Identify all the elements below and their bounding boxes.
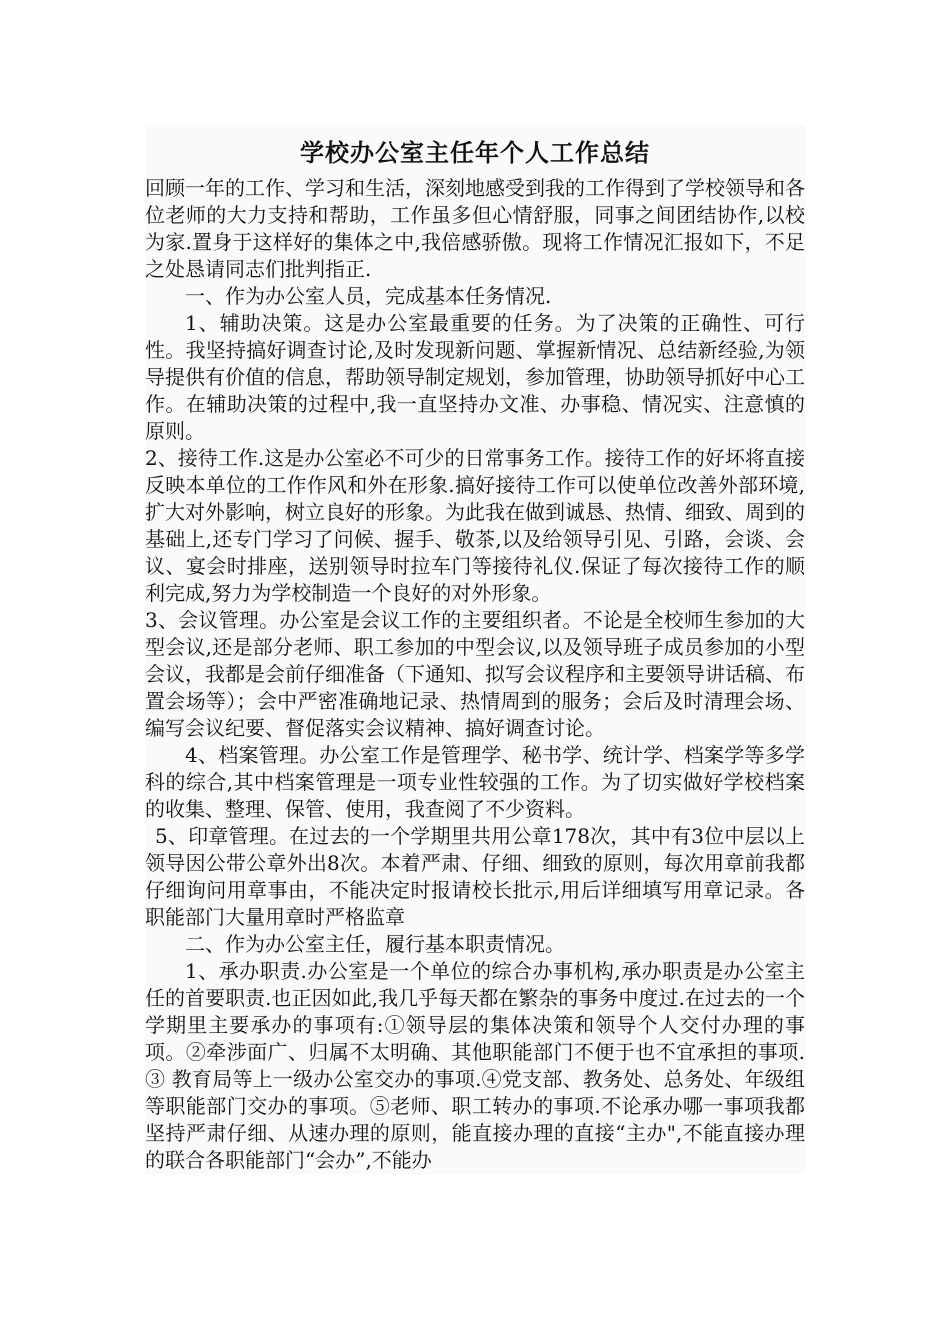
paragraph-meeting-management: 3、会议管理。办公室是会议工作的主要组织者。不论是全校师生参加的大型会议,还是部分老师、职工参加的中型会议,以及领导班子成员参加的小型会议，我都是会前仔细准备（下通知、拟写会议程序和主要领导讲话稿、布置会场等）；会中严密准确地记录、热情周到的服务；会后及时清理会场、编写会议纪要、督促落实会议精神、搞好调查讨论。	[145, 608, 805, 740]
paragraph-decision-support: 1、辅助决策。这是办公室最重要的任务。为了决策的正确性、可行性。我坚持搞好调查讨论,及时发现新问题、掌握新情况、总结新经验,为领导提供有价值的信息，帮助领导制定规划，参加管理，协助领导抓好中心工作。在辅助决策的过程中,我一直坚持办文准、办事稳、情况实、注意慎的原则。	[145, 311, 805, 443]
section-heading-1: 一、作为办公室人员，完成基本任务情况.	[185, 284, 552, 308]
section-heading-2: 二、作为办公室主任，履行基本职责情况。	[185, 932, 565, 956]
paragraph-intro: 回顾一年的工作、学习和生活，深刻地感受到我的工作得到了学校领导和各位老师的大力支持和帮助，工作虽多但心情舒服，同事之间团结协作,以校为家.置身于这样好的集体之中,我倍感骄傲。现将工作情况汇报如下，不足之处恳请同志们批判指正.	[145, 176, 805, 281]
paragraph-archive-management: 4、档案管理。办公室工作是管理学、秘书学、统计学、档案学等多学科的综合,其中档案管理是一项专业性较强的工作。为了切实做好学校档案的收集、整理、保管、使用，我查阅了不少资料。	[145, 743, 805, 821]
paragraph-seal-management: 5、印章管理。在过去的一个学期里共用公章178次，其中有3位中层以上领导因公带公章外出8次。本着严肃、仔细、细致的原则，每次用章前我都仔细询问用章事由，不能决定时报请校长批示,用后详细填写用章记录。各职能部门大量用章时严格监章	[145, 824, 805, 929]
paragraph-reception: 2、接待工作.这是办公室必不可少的日常事务工作。接待工作的好坏将直接反映本单位的工作作风和外在形象.搞好接待工作可以使单位改善外部环境,扩大对外影响，树立良好的形象。为此我在做到诚恳、热情、细致、周到的基础上,还专门学习了问候、握手、敬茶,以及给领导引见、引路，会谈、会议、宴会时排座，送别领导时拉车门等接待礼仪.保证了每次接待工作的顺利完成,努力为学校制造一个良好的对外形象。	[145, 446, 805, 605]
document-title: 学校办公室主任年个人工作总结	[300, 138, 650, 167]
paragraph-undertaking-duties: 1、承办职责.办公室是一个单位的综合办事机构,承办职责是办公室主任的首要职责.也正因如此,我几乎每天都在繁杂的事务中度过.在过去的一个学期里主要承办的事项有:①领导层的集体决策和领导个人交付办理的事项。②牵涉面广、归属不太明确、其他职能部门不便于也不宜承担的事项.③ 教育局等上一级办公室交办的事项.④党支部、教务处、总务处、年级组等职能部门交办的事项。⑤老师、职工转办的事项.不论承办哪一事项我都坚持严肃仔细、从速办理的原则，能直接办理的直接“主办",不能直接办理的联合各职能部门“会办”,不能办	[145, 959, 805, 1172]
document-body	[145, 125, 805, 1174]
